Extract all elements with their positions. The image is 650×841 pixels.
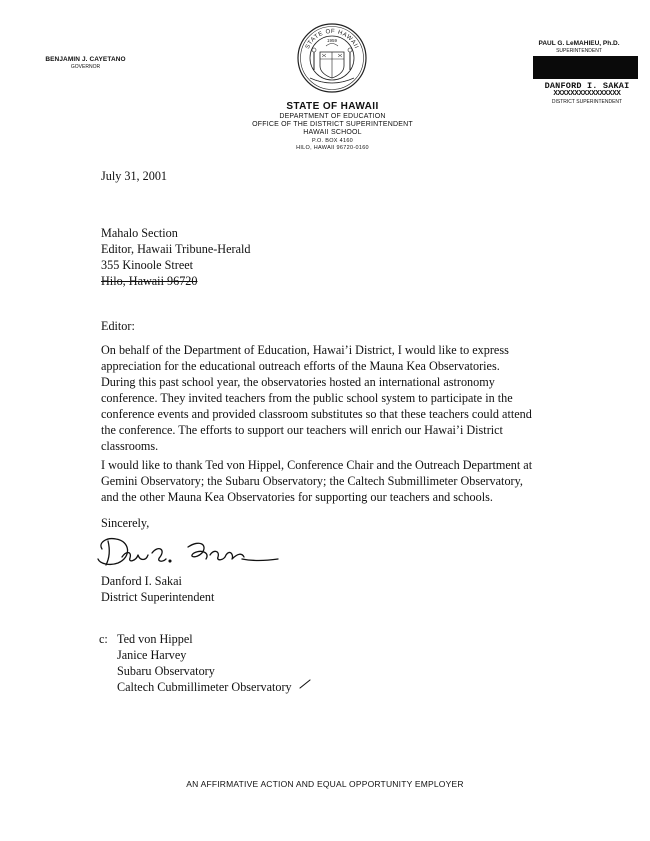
city-line: HILO, HAWAII 96720-0160 bbox=[296, 145, 369, 151]
closing: Sincerely, bbox=[101, 516, 150, 530]
superintendent-name: PAUL G. LeMAHIEU, Ph.D. bbox=[538, 40, 620, 47]
po-box-line: P.O. BOX 4160 bbox=[311, 138, 354, 144]
address-line: Editor, Hawaii Tribune-Herald bbox=[101, 242, 251, 256]
redaction-bar bbox=[533, 56, 638, 79]
letterhead-address bbox=[200, 101, 465, 151]
district-superintendent-block bbox=[528, 81, 646, 105]
address-line: Mahalo Section bbox=[101, 226, 178, 240]
paragraph-line: During this past school year, the observatories hosted an international astronomy bbox=[101, 375, 495, 389]
paragraph-line: and the other Mauna Kea Observatories for supporting our teachers and schools. bbox=[101, 490, 493, 504]
cc-list bbox=[117, 631, 292, 695]
signer-block bbox=[101, 573, 214, 605]
office-line: OFFICE OF THE DISTRICT SUPERINTENDENT bbox=[252, 121, 413, 128]
governor-title: GOVERNOR bbox=[70, 64, 101, 70]
cc-prefix: c: bbox=[99, 632, 108, 646]
paragraph-line: classrooms. bbox=[101, 439, 159, 453]
state-heading: STATE OF HAWAII bbox=[286, 101, 379, 112]
seal-year: 1959 bbox=[326, 38, 338, 43]
district-superintendent-title: DISTRICT SUPERINTENDENT bbox=[551, 99, 623, 105]
paragraph-line: On behalf of the Department of Education, Hawai’i District, I would like to express bbox=[101, 343, 509, 357]
cc-recipient: Ted von Hippel bbox=[117, 632, 193, 646]
salutation: Editor: bbox=[101, 319, 135, 333]
body-paragraph-1 bbox=[101, 342, 532, 454]
signer-title: District Superintendent bbox=[101, 590, 215, 604]
state-seal-icon bbox=[296, 22, 368, 94]
address-line: Hilo, Hawaii 96720 bbox=[101, 274, 198, 288]
paragraph-line: I would like to thank Ted von Hippel, Conference Chair and the Outreach Department at bbox=[101, 458, 533, 472]
letter-date: July 31, 2001 bbox=[101, 169, 168, 183]
paragraph-line: conference events and provided classroom substitutes so that these teachers could attend bbox=[101, 407, 532, 421]
paragraph-line: appreciation for the educational outreach efforts of the Mauna Kea Observatories. bbox=[101, 359, 500, 373]
governor-block bbox=[18, 56, 153, 70]
address-line: 355 Kinoole Street bbox=[101, 258, 194, 272]
cc-recipient: Subaru Observatory bbox=[117, 664, 215, 678]
recipient-address bbox=[101, 225, 250, 289]
superintendent-block bbox=[520, 40, 638, 54]
paragraph-line: conference. They invited teachers from the public school system to participate in the bbox=[101, 391, 513, 405]
governor-name: BENJAMIN J. CAYETANO bbox=[45, 56, 126, 63]
body-paragraph-2 bbox=[101, 457, 532, 505]
seal-top-text: STATE OF HAWAII bbox=[304, 28, 360, 51]
district-superintendent-struck-text: XXXXXXXXXXXXXXXX bbox=[553, 90, 621, 98]
department-line: DEPARTMENT OF EDUCATION bbox=[279, 113, 386, 120]
cc-recipient: Janice Harvey bbox=[117, 648, 187, 662]
district-superintendent-name: DANFORD I. SAKAI bbox=[544, 81, 630, 91]
signer-name: Danford I. Sakai bbox=[101, 574, 182, 588]
checkmark-icon bbox=[299, 679, 311, 689]
superintendent-title: SUPERINTENDENT bbox=[556, 48, 602, 54]
paragraph-line: Gemini Observatory; the Subaru Observatory; the Caltech Submillimeter Observatory, bbox=[101, 474, 523, 488]
footer-eeo-statement: AN AFFIRMATIVE ACTION AND EQUAL OPPORTUNITY EMPLOYER bbox=[186, 779, 464, 789]
handwritten-signature bbox=[92, 531, 282, 573]
paragraph-line: the conference. The efforts to support our teachers will enrich our Hawai’i District bbox=[101, 423, 503, 437]
cc-recipient: Caltech Cubmillimeter Observatory bbox=[117, 680, 292, 694]
school-line: HAWAII SCHOOL bbox=[303, 129, 362, 136]
